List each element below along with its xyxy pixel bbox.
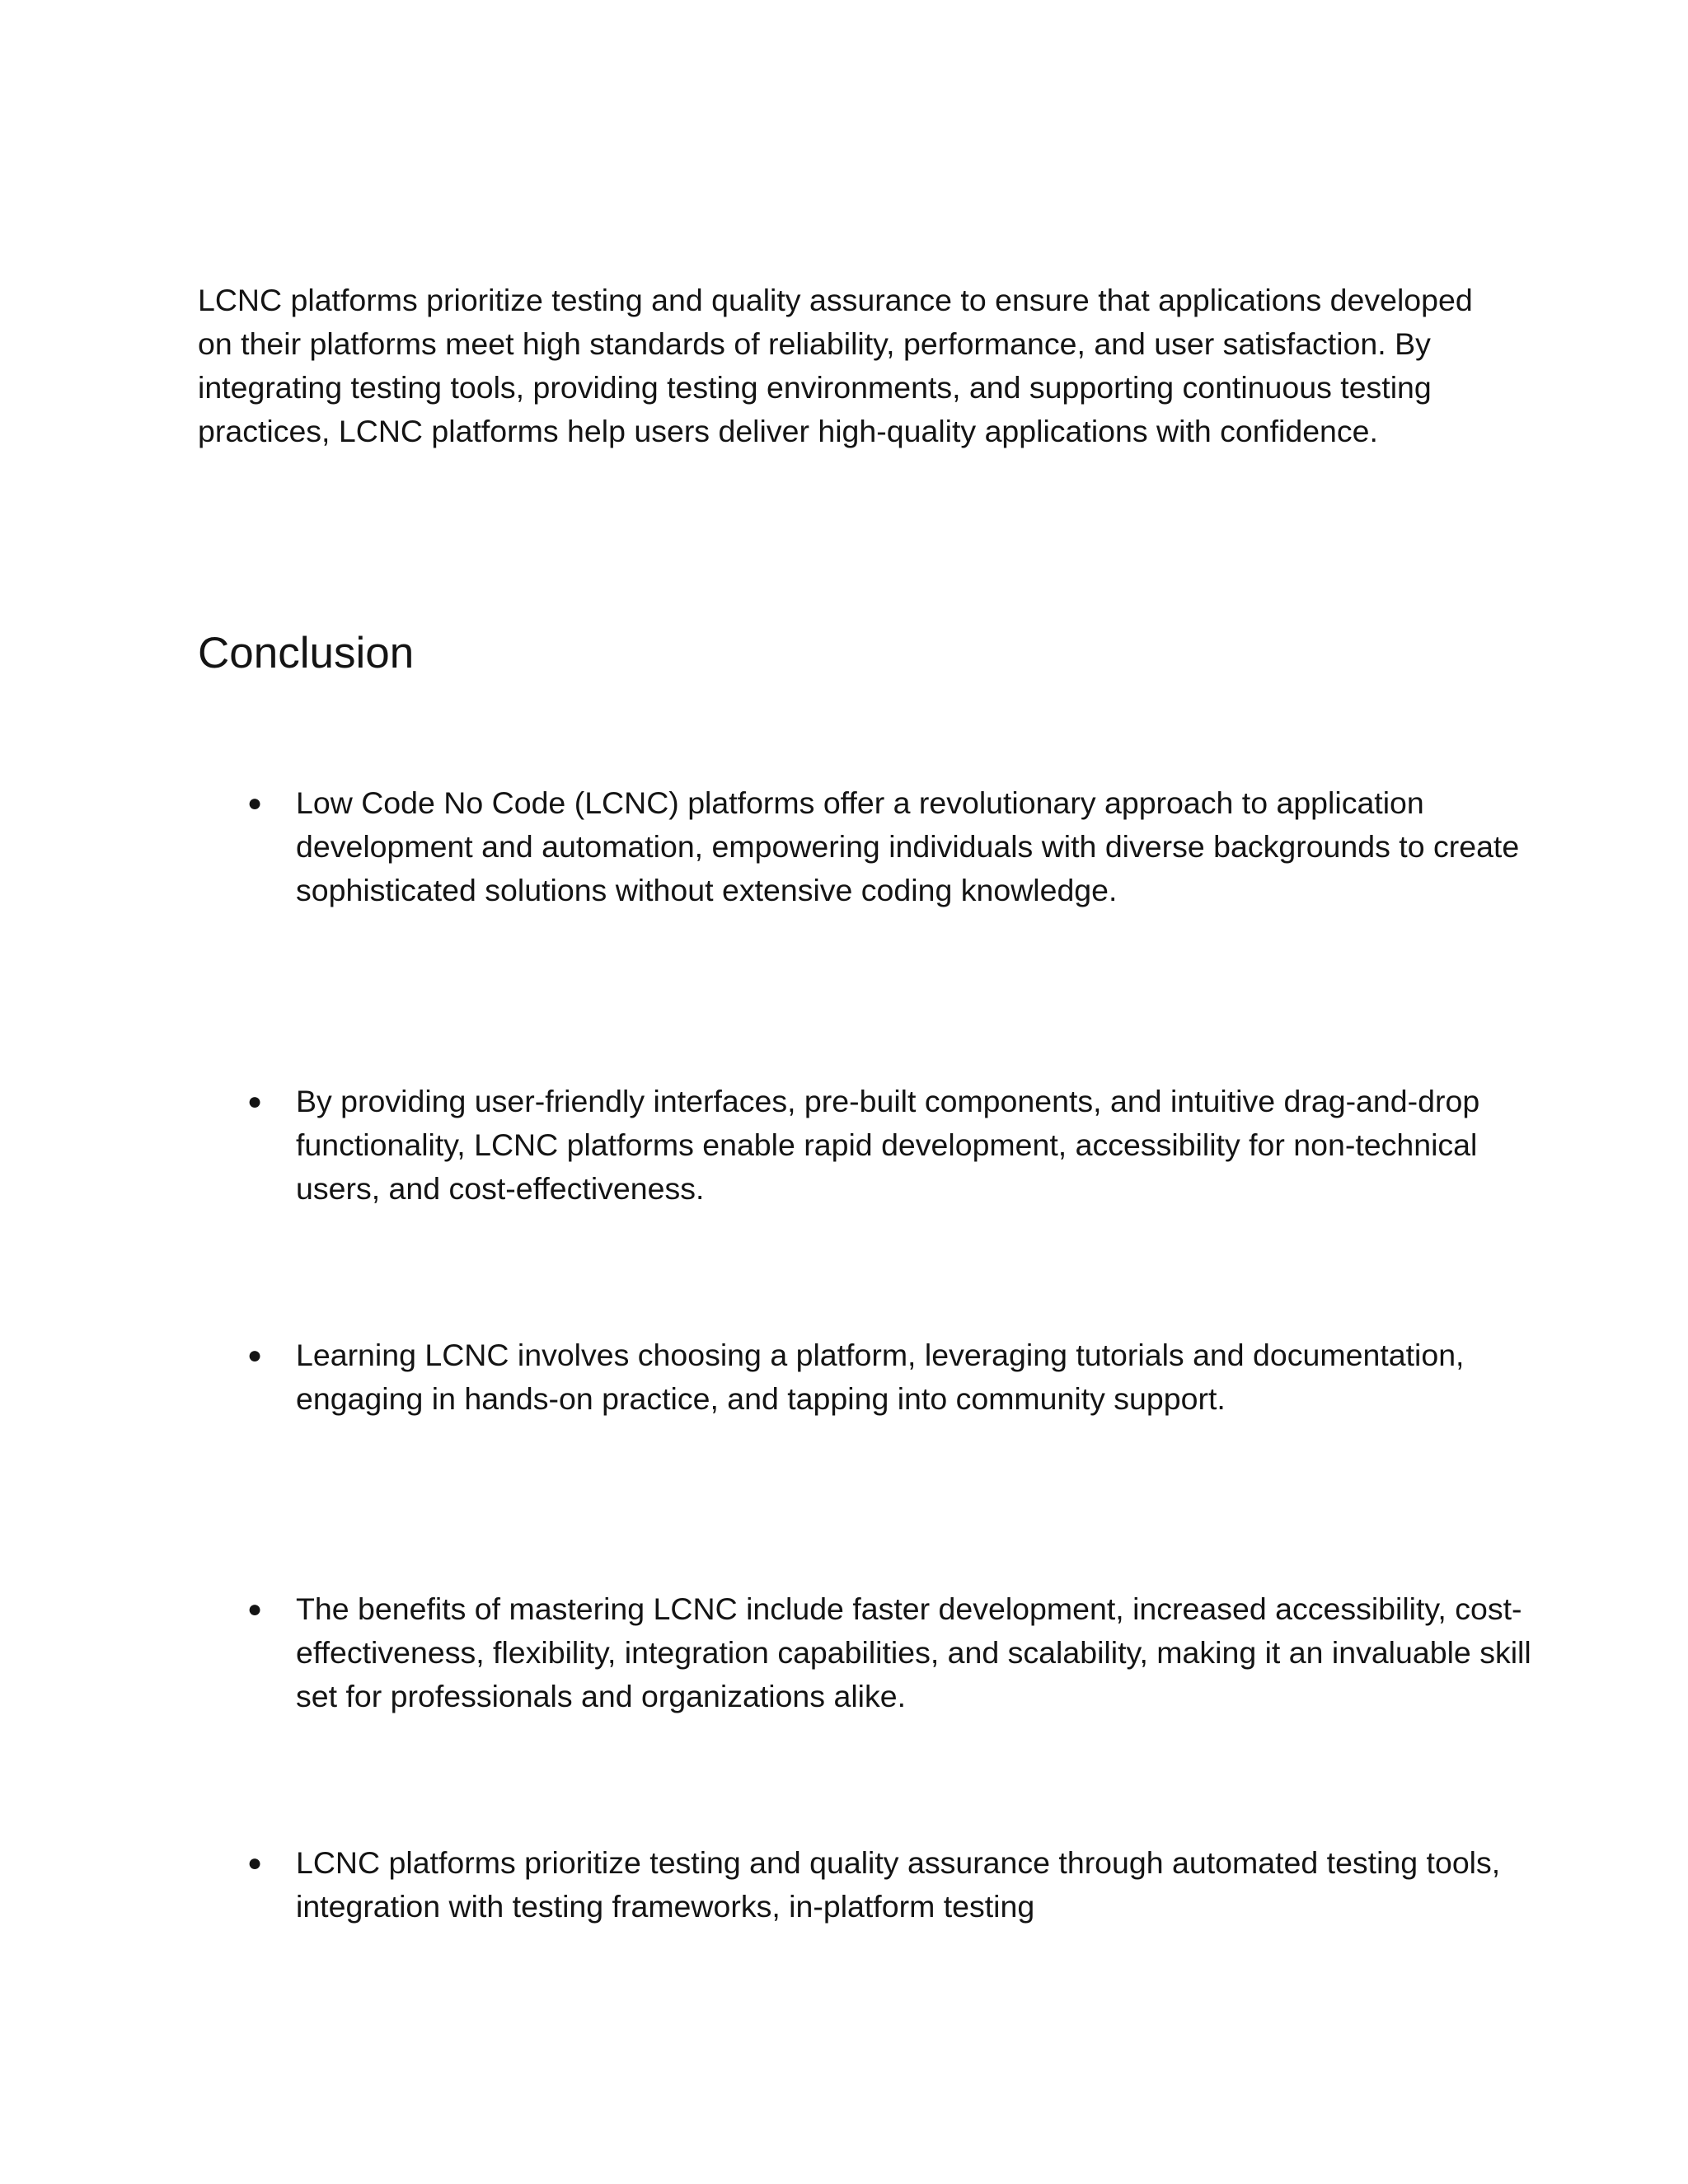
bullet-text: Learning LCNC involves choosing a platform, leveraging tutorials and documentation, engaging in hands-on practice, and tapping into community support. <box>296 1338 1465 1416</box>
bullet-item <box>247 1080 1566 1211</box>
bullet-text: LCNC platforms prioritize testing and quality assurance through automated testing tools, integration with testing frameworks, in-platform testing <box>296 1845 1501 1924</box>
bullet-item <box>247 1333 1566 1421</box>
intro-paragraph: LCNC platforms prioritize testing and quality assurance to ensure that applications developed on their platforms meet high standards of reliability, performance, and user satisfaction. By integrating testing tools, providing testing environments, and supporting continuous testing practices, LCNC platforms help users deliver high-quality applications with confidence. <box>198 283 1473 448</box>
bullet-marker-icon: ● <box>247 1342 263 1369</box>
bullet-marker-icon: ● <box>247 1088 263 1115</box>
bullet-item <box>247 781 1566 912</box>
bullet-item <box>247 1841 1566 1929</box>
bullet-text: Low Code No Code (LCNC) platforms offer a revolutionary approach to application development and automation, empowering individuals with diverse backgrounds to create sophisticated solutions without extensive coding knowledge. <box>296 785 1520 907</box>
bullet-marker-icon: ● <box>247 1596 263 1623</box>
bullet-marker-icon: ● <box>247 790 263 817</box>
bullet-text: By providing user-friendly interfaces, pre-built components, and intuitive drag-and-drop functionality, LCNC platforms enable rapid development, accessibility for non-technical users, and cost-effectiveness. <box>296 1084 1480 1206</box>
bullet-marker-icon: ● <box>247 1849 263 1877</box>
bullet-item <box>247 1587 1566 1718</box>
bullet-text: The benefits of mastering LCNC include faster development, increased accessibility, cost-effectiveness, flexibility, integration capabilities, and scalability, making it an invaluable skill set for professionals and organizations alike. <box>296 1591 1531 1713</box>
section-heading-conclusion: Conclusion <box>198 629 415 677</box>
